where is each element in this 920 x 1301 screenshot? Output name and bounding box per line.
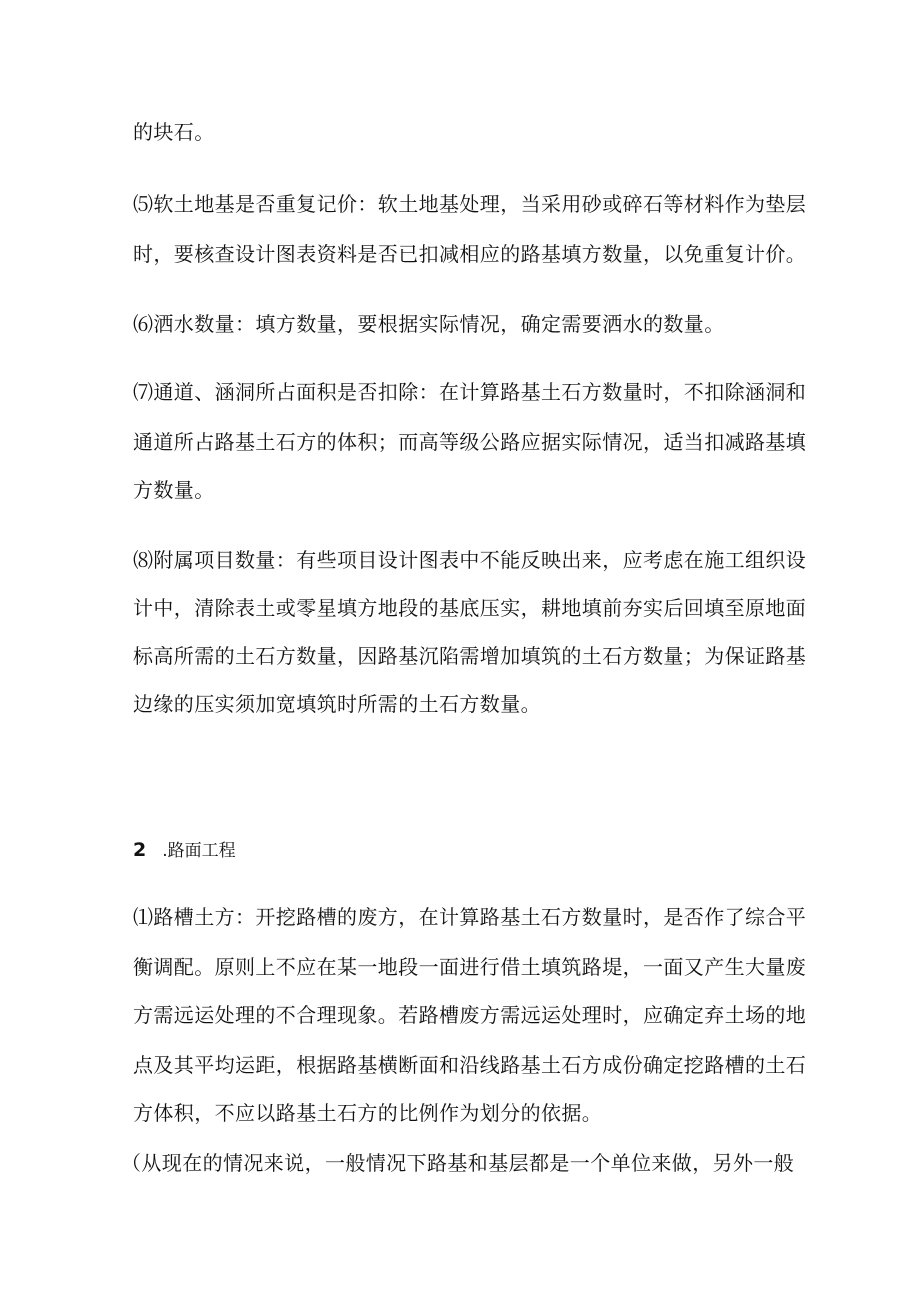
paragraph-line: 计中，清除表土或零星填方地段的基底压实，耕地填前夯实后回填至原地面	[133, 596, 807, 620]
paragraph-line: ⑹洒水数量：填方数量，要根据实际情况，确定需要洒水的数量。	[133, 312, 725, 336]
paragraph-line: ⑺通道、涵洞所占面积是否扣除：在计算路基土石方数量时，不扣除涵洞和	[133, 380, 807, 404]
paragraph-line: ⑴路槽土方：开挖路槽的废方，在计算路基土石方数量时，是否作了综合平	[133, 905, 807, 929]
paragraph-line: 方数量。	[133, 478, 215, 502]
paragraph-line: 时，要核查设计图表资料是否已扣减相应的路基填方数量，以免重复计价。	[133, 242, 807, 266]
section-title: .路面工程	[162, 841, 236, 861]
paragraph-line: ⑻附属项目数量：有些项目设计图表中不能反映出来，应考虑在施工组织设	[133, 548, 807, 572]
paragraph-line: ⑸软土地基是否重复记价：软土地基处理，当采用砂或碎石等材料作为垫层	[133, 192, 807, 216]
section-number: 2	[133, 839, 147, 861]
paragraph-line: 通道所占路基土石方的体积；而高等级公路应据实际情况，适当扣减路基填	[133, 430, 807, 454]
paragraph-line: 方体积，不应以路基土石方的比例作为划分的依据。	[133, 1101, 603, 1125]
paragraph-line: 标高所需的土石方数量，因路基沉陷需增加填筑的土石方数量；为保证路基	[133, 644, 807, 668]
paragraph-line: 衡调配。原则上不应在某一地段一面进行借土填筑路堤，一面又产生大量废	[133, 955, 807, 979]
paragraph-line: 方需远运处理的不合理现象。若路槽废方需远运处理时，应确定弃土场的地	[133, 1003, 807, 1027]
paragraph-line: 边缘的压实须加宽填筑时所需的土石方数量。	[133, 692, 541, 716]
section-heading	[133, 838, 236, 863]
paragraph-line: （从现在的情况来说，一般情况下路基和基层都是一个单位来做，另外一般	[121, 1151, 795, 1175]
paragraph-line: 点及其平均运距，根据路基横断面和沿线路基土石方成份确定挖路槽的土石	[133, 1053, 807, 1077]
paragraph-line: 的块石。	[133, 120, 215, 144]
